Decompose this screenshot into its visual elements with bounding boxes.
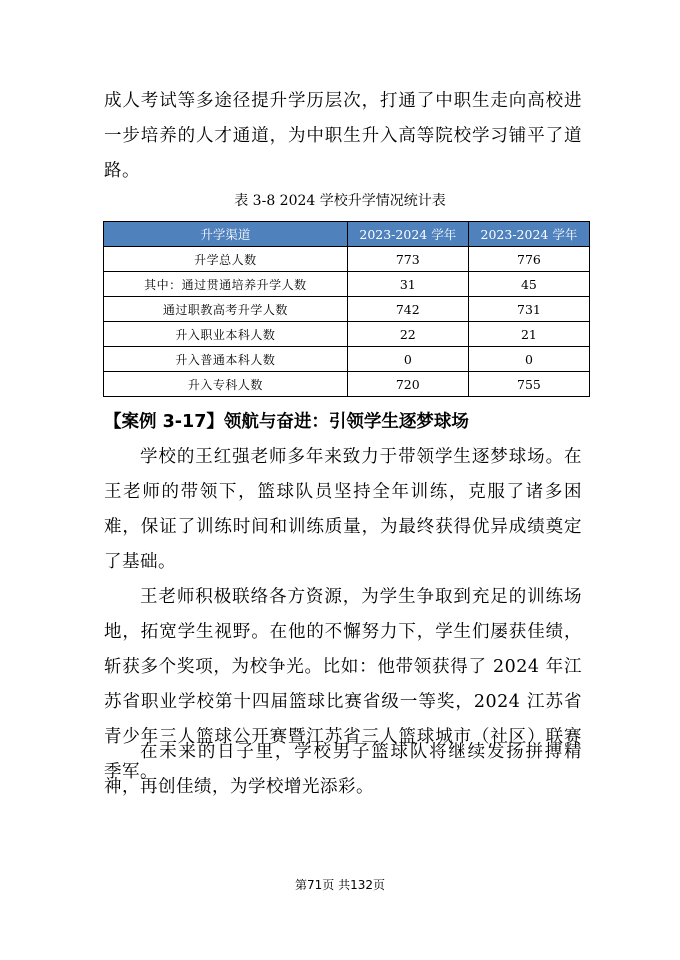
intro-paragraph: 成人考试等多途径提升学历层次，打通了中职生走向高校进一步培养的人才通道，为中职生升入高等院校学习铺平了道路。 — [104, 91, 582, 181]
row-value-year-2: 776 — [468, 247, 589, 272]
header-year-1: 2023-2024 学年 — [347, 222, 468, 247]
row-value-year-1: 773 — [347, 247, 468, 272]
table-row — [104, 272, 590, 297]
table-caption: 表 3-8 2024 学校升学情况统计表 — [234, 193, 446, 209]
table-row — [104, 297, 590, 322]
row-value-year-2: 0 — [468, 347, 589, 372]
header-channel: 升学渠道 — [104, 222, 348, 247]
row-label: 升入专科人数 — [104, 372, 348, 397]
row-value-year-1: 22 — [347, 322, 468, 347]
row-value-year-2: 755 — [468, 372, 589, 397]
row-label: 其中：通过贯通培养升学人数 — [104, 272, 348, 297]
case-paragraph: 学校的王红强老师多年来致力于带领学生逐梦球场。在王老师的带领下，篮球队员坚持全年训练，克服了诸多困难，保证了训练时间和训练质量，为最终获得优异成绩奠定了基础。 — [104, 447, 582, 572]
table-row — [104, 247, 590, 272]
row-label: 升入普通本科人数 — [104, 347, 348, 372]
row-value-year-1: 742 — [347, 297, 468, 322]
row-value-year-1: 720 — [347, 372, 468, 397]
enrollment-stats-table — [103, 221, 590, 397]
page-number-footer: 第71页 共132页 — [295, 878, 385, 892]
case-heading: 【案例 3-17】领航与奋进：引领学生逐梦球场 — [104, 412, 469, 432]
table-row — [104, 347, 590, 372]
case-paragraph: 在未来的日子里，学校男子篮球队将继续发扬拼搏精神，再创佳绩，为学校增光添彩。 — [104, 742, 582, 797]
row-value-year-2: 731 — [468, 297, 589, 322]
table-header-row — [104, 222, 590, 247]
case-paragraph: 王老师积极联络各方资源，为学生争取到充足的训练场地，拓宽学生视野。在他的不懈努力下，学生们屡获佳绩，斩获多个奖项，为校争光。比如：他带领获得了 2024 年江苏省职业学校第十四届篮球比赛省级一等奖，2024 江苏省青少年三人篮球公开赛暨江苏省三人篮球城市（社区）联赛季军。 — [104, 587, 582, 782]
header-year-2: 2023-2024 学年 — [468, 222, 589, 247]
table-row — [104, 372, 590, 397]
row-value-year-2: 45 — [468, 272, 589, 297]
row-value-year-1: 0 — [347, 347, 468, 372]
row-value-year-1: 31 — [347, 272, 468, 297]
row-value-year-2: 21 — [468, 322, 589, 347]
row-label: 升学总人数 — [104, 247, 348, 272]
row-label: 通过职教高考升学人数 — [104, 297, 348, 322]
table-row — [104, 322, 590, 347]
row-label: 升入职业本科人数 — [104, 322, 348, 347]
